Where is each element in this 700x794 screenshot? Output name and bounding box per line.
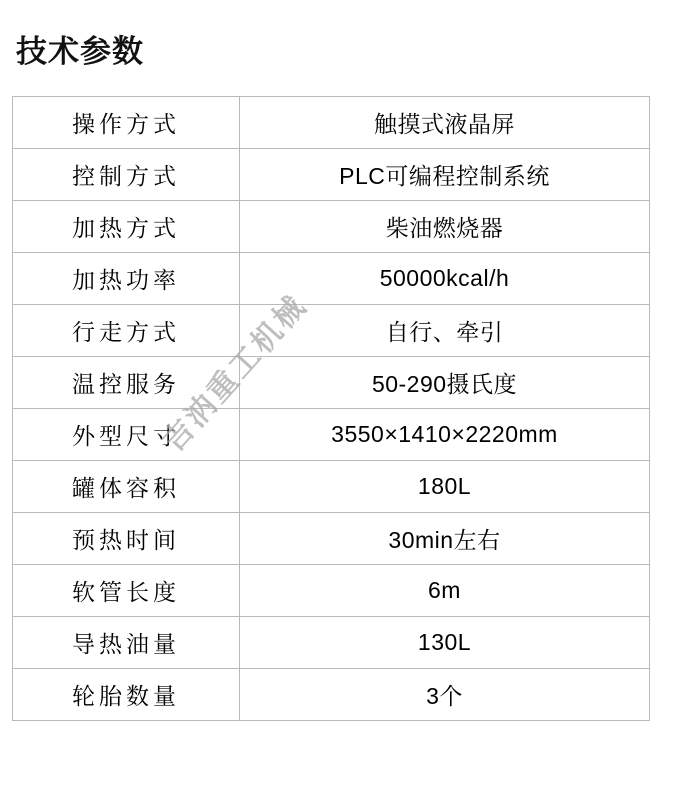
spec-value: 130L <box>240 617 650 669</box>
spec-label: 软管长度 <box>13 565 240 617</box>
spec-value: 6m <box>240 565 650 617</box>
spec-label: 加热方式 <box>13 201 240 253</box>
page-title: 技术参数 <box>16 34 144 69</box>
spec-label: 罐体容积 <box>13 461 240 513</box>
specifications-table <box>12 96 650 721</box>
table-row <box>13 669 650 721</box>
table-row <box>13 253 650 305</box>
spec-label: 外型尺寸 <box>13 409 240 461</box>
table-row <box>13 97 650 149</box>
table-row <box>13 565 650 617</box>
spec-value: PLC可编程控制系统 <box>240 149 650 201</box>
spec-value: 50-290摄氏度 <box>240 357 650 409</box>
spec-value: 触摸式液晶屏 <box>240 97 650 149</box>
spec-label: 导热油量 <box>13 617 240 669</box>
spec-value: 180L <box>240 461 650 513</box>
spec-value: 50000kcal/h <box>240 253 650 305</box>
spec-value: 柴油燃烧器 <box>240 201 650 253</box>
spec-label: 加热功率 <box>13 253 240 305</box>
spec-value: 自行、牵引 <box>240 305 650 357</box>
spec-value: 30min左右 <box>240 513 650 565</box>
table-row <box>13 201 650 253</box>
table-row <box>13 409 650 461</box>
spec-label: 行走方式 <box>13 305 240 357</box>
spec-value: 3550×1410×2220mm <box>240 409 650 461</box>
spec-label: 控制方式 <box>13 149 240 201</box>
table-row <box>13 149 650 201</box>
table-row <box>13 461 650 513</box>
spec-label: 操作方式 <box>13 97 240 149</box>
table-row <box>13 305 650 357</box>
spec-label: 轮胎数量 <box>13 669 240 721</box>
table-row <box>13 357 650 409</box>
spec-value: 3个 <box>240 669 650 721</box>
table-row <box>13 513 650 565</box>
spec-label: 预热时间 <box>13 513 240 565</box>
table-row <box>13 617 650 669</box>
spec-label: 温控服务 <box>13 357 240 409</box>
watermark-text: 吉汭重工机械 <box>156 288 314 459</box>
